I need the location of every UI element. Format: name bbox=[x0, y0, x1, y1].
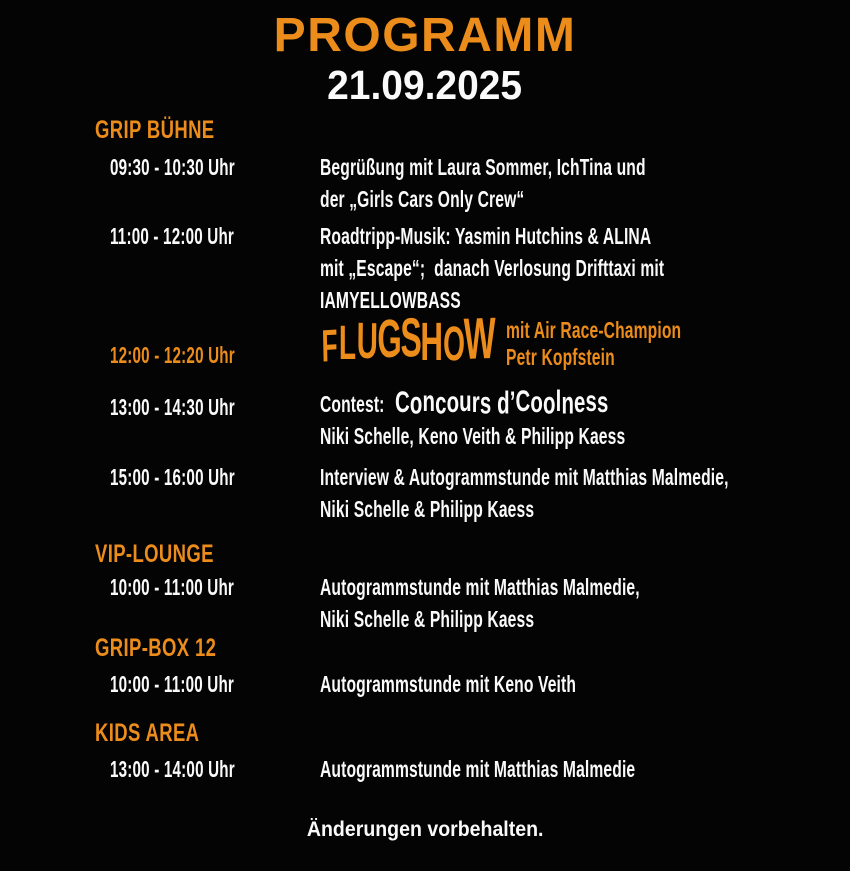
description-line bbox=[320, 151, 799, 183]
description-line bbox=[320, 252, 826, 284]
event-description bbox=[320, 753, 784, 785]
contest-title-letter: n bbox=[561, 385, 575, 421]
description-line bbox=[320, 461, 850, 493]
description-line-text: Petr Kopfstein bbox=[506, 344, 615, 370]
event-time bbox=[110, 461, 320, 493]
logo-letter: O bbox=[442, 316, 466, 372]
section-heading bbox=[95, 636, 259, 661]
flugshow-logo-text bbox=[320, 306, 497, 372]
event-description bbox=[320, 220, 826, 316]
contest-title-letter: s bbox=[480, 385, 492, 421]
description-line bbox=[320, 753, 784, 785]
event-row bbox=[110, 668, 830, 700]
logo-letter: G bbox=[377, 309, 402, 369]
description-line bbox=[320, 668, 697, 700]
description-line-text: Autogrammstunde mit Matthias Malmedie, bbox=[320, 574, 640, 600]
contest-title-letter: e bbox=[574, 386, 586, 419]
section-heading-label: KIDS AREA bbox=[95, 719, 200, 747]
event-row bbox=[110, 461, 830, 525]
event-time-label: 09:30 - 10:30 Uhr bbox=[110, 154, 235, 180]
event-row bbox=[110, 306, 830, 372]
contest-title-letter: C bbox=[395, 386, 411, 419]
logo-letter: L bbox=[338, 316, 357, 370]
description-line bbox=[320, 420, 769, 452]
contest-title-letter: o bbox=[530, 386, 544, 419]
section-heading bbox=[95, 118, 257, 143]
description-line bbox=[320, 220, 826, 252]
contest-title-letter: d bbox=[497, 385, 511, 421]
contest-prefix: Contest: bbox=[320, 391, 389, 417]
event-description bbox=[320, 151, 799, 215]
description-line-text: Roadtripp-Musik: Yasmin Hutchins & ALINA bbox=[320, 223, 652, 249]
description-line-text: mit Air Race-Champion bbox=[506, 317, 682, 343]
logo-letter: U bbox=[356, 312, 379, 370]
contest-title-letter: o bbox=[447, 386, 460, 419]
event-time-label: 10:00 - 11:00 Uhr bbox=[110, 574, 235, 600]
event-row bbox=[110, 220, 830, 316]
flugshow-side-text bbox=[506, 317, 764, 371]
description-line bbox=[320, 183, 799, 215]
event-description bbox=[320, 386, 769, 452]
footer bbox=[0, 818, 850, 842]
contest-title-letter: ’ bbox=[510, 386, 517, 419]
event-time-label: 15:00 - 16:00 Uhr bbox=[110, 464, 235, 490]
contest-title-letter: u bbox=[459, 385, 473, 418]
event-row bbox=[110, 753, 830, 785]
description-line-text: Niki Schelle, Keno Veith & Philipp Kaess bbox=[320, 423, 626, 449]
contest-title-letter: o bbox=[543, 385, 557, 421]
page-title: PROGRAMM bbox=[273, 9, 577, 62]
event-time bbox=[110, 386, 320, 423]
event-time bbox=[110, 753, 320, 785]
description-line-text: Autogrammstunde mit Matthias Malmedie bbox=[320, 756, 636, 782]
section-heading bbox=[95, 542, 256, 567]
section-heading-label: GRIP BÜHNE bbox=[95, 116, 215, 144]
description-line bbox=[320, 386, 769, 420]
event-time bbox=[110, 151, 320, 183]
contest-title-letter: o bbox=[410, 385, 423, 421]
event-row bbox=[110, 151, 830, 215]
contest-title bbox=[395, 386, 608, 420]
description-line-text: Niki Schelle & Philipp Kaess bbox=[320, 496, 535, 522]
event-time-label: 11:00 - 12:00 Uhr bbox=[110, 223, 235, 249]
logo-letter: S bbox=[400, 307, 423, 369]
event-time-label: 10:00 - 11:00 Uhr bbox=[110, 671, 235, 697]
footer-note: Änderungen vorbehalten. bbox=[306, 818, 544, 841]
event-description bbox=[320, 668, 697, 700]
contest-title-letter: c bbox=[435, 385, 448, 421]
event-date-text: 21.09.2025 bbox=[327, 62, 523, 108]
event-time bbox=[110, 571, 320, 603]
contest-title-letter: C bbox=[516, 385, 531, 418]
event-description bbox=[320, 306, 764, 372]
event-description bbox=[320, 571, 790, 635]
description-line bbox=[506, 317, 764, 344]
description-line-text: Interview & Autogrammstunde mit Matthias Malmedie, bbox=[320, 464, 729, 490]
section-heading-label: GRIP-BOX 12 bbox=[95, 634, 217, 662]
event-time-label: 12:00 - 12:20 Uhr bbox=[110, 342, 235, 368]
event-time bbox=[110, 220, 320, 252]
description-line-text: Niki Schelle & Philipp Kaess bbox=[320, 606, 535, 632]
event-row bbox=[110, 571, 830, 635]
logo-letter: F bbox=[321, 320, 339, 372]
description-line-text: mit „Escape“; danach Verlosung Drifttaxi mit bbox=[320, 255, 665, 281]
event-time bbox=[110, 668, 320, 700]
contest-title-letter: s bbox=[597, 386, 609, 419]
contest-title-letter: n bbox=[422, 385, 436, 418]
flugshow-logo bbox=[320, 306, 506, 372]
event-time bbox=[110, 313, 320, 371]
description-line-text: IAMYELLOWBASS bbox=[320, 287, 461, 313]
event-time-label: 13:00 - 14:00 Uhr bbox=[110, 756, 235, 782]
event-time-label: 13:00 - 14:30 Uhr bbox=[110, 394, 235, 420]
description-line-text: der „Girls Cars Only Crew“ bbox=[320, 186, 525, 212]
logo-letter: W bbox=[463, 306, 497, 372]
description-line bbox=[506, 344, 764, 371]
section-heading bbox=[95, 721, 236, 746]
description-line-text: Begrüßung mit Laura Sommer, IchTina und bbox=[320, 154, 646, 180]
event-description bbox=[320, 461, 850, 525]
description-line bbox=[320, 603, 790, 635]
description-line bbox=[320, 493, 850, 525]
contest-title-letter: r bbox=[472, 386, 481, 419]
logo-letter: H bbox=[420, 312, 443, 372]
contest-title-letter: l bbox=[556, 385, 562, 418]
section-heading-label: VIP-LOUNGE bbox=[95, 540, 214, 568]
contest-title-letter: s bbox=[585, 385, 598, 418]
description-line-text: Autogrammstunde mit Keno Veith bbox=[320, 671, 577, 697]
event-row bbox=[110, 386, 830, 452]
description-line bbox=[320, 571, 790, 603]
